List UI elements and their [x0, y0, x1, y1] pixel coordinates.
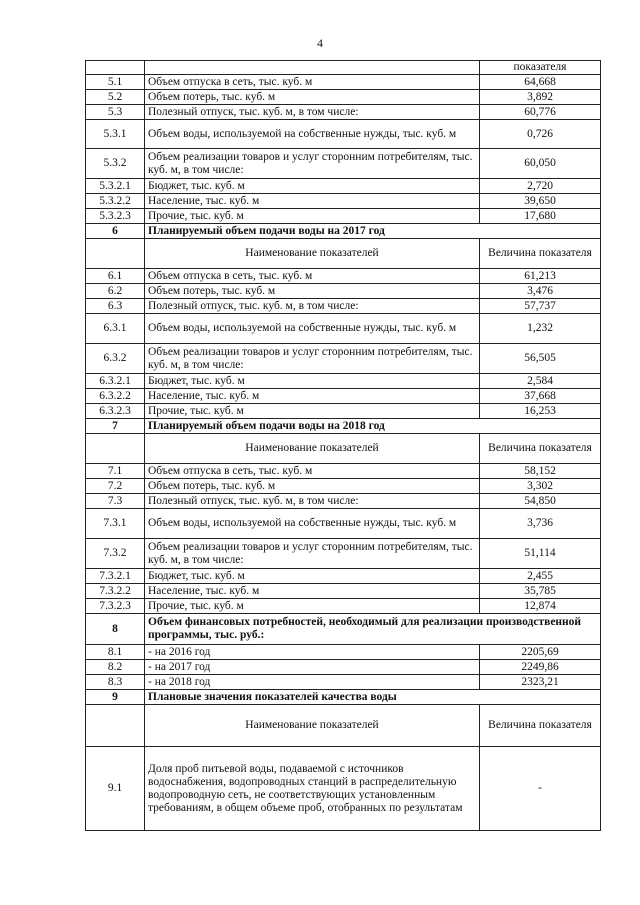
row-value: 3,302: [480, 479, 601, 494]
row-value: 1,232: [480, 314, 601, 344]
row-name: Объем воды, используемой на собственные нужды, тыс. куб. м: [145, 314, 480, 344]
row-value: 2,720: [480, 179, 601, 194]
row-value: 58,152: [480, 464, 601, 479]
column-header-name: Наименование показателей: [145, 434, 480, 464]
row-value: 2249,86: [480, 660, 601, 675]
row-value: 3,736: [480, 509, 601, 539]
row-number: 6.3.1: [86, 314, 145, 344]
value-header-cell: показателя: [480, 61, 601, 75]
row-number: 8.3: [86, 675, 145, 690]
row-value: 64,668: [480, 75, 601, 90]
row-value: 16,253: [480, 404, 601, 419]
section-number: 9: [86, 690, 145, 705]
table-row: [86, 149, 601, 179]
name-cell: [145, 61, 480, 75]
row-value: 17,680: [480, 209, 601, 224]
row-name: Население, тыс. куб. м: [145, 389, 480, 404]
row-name: Объем отпуска в сеть, тыс. куб. м: [145, 464, 480, 479]
num-cell: [86, 239, 145, 269]
row-number: 7.3.2.3: [86, 599, 145, 614]
row-name: Объем потерь, тыс. куб. м: [145, 479, 480, 494]
row-value: -: [480, 747, 601, 831]
row-number: 6.3.2: [86, 344, 145, 374]
row-number: 8.2: [86, 660, 145, 675]
row-number: 5.3.2: [86, 149, 145, 179]
row-name: Объем потерь, тыс. куб. м: [145, 284, 480, 299]
row-name: Прочие, тыс. куб. м: [145, 404, 480, 419]
row-number: 6.2: [86, 284, 145, 299]
row-value: 39,650: [480, 194, 601, 209]
table-row: [86, 120, 601, 149]
row-value: 3,476: [480, 284, 601, 299]
column-header-name: Наименование показателей: [145, 705, 480, 747]
column-header-value: Величина показателя: [480, 239, 601, 269]
column-header-name: Наименование показателей: [145, 239, 480, 269]
row-name: - на 2018 год: [145, 675, 480, 690]
table-row: [86, 389, 601, 404]
table-row: [86, 209, 601, 224]
row-number: 5.3.2.2: [86, 194, 145, 209]
row-number: 5.3.2.1: [86, 179, 145, 194]
row-number: 7.1: [86, 464, 145, 479]
row-number: 7.3.2.1: [86, 569, 145, 584]
row-number: 7.3.1: [86, 509, 145, 539]
table-row: [86, 675, 601, 690]
row-number: 7.3: [86, 494, 145, 509]
table-row: [86, 464, 601, 479]
row-name: Бюджет, тыс. куб. м: [145, 569, 480, 584]
program-table: [85, 60, 601, 831]
section-title: Планируемый объем подачи воды на 2017 год: [145, 224, 601, 239]
row-name: Прочие, тыс. куб. м: [145, 599, 480, 614]
table-row: [86, 344, 601, 374]
row-name: Объем реализации товаров и услуг сторонним потребителям, тыс. куб. м, в том числе:: [145, 149, 480, 179]
table-row: [86, 404, 601, 419]
section-title-row: [86, 690, 601, 705]
row-value: 37,668: [480, 389, 601, 404]
table-row: [86, 747, 601, 831]
row-name: - на 2016 год: [145, 645, 480, 660]
row-name: Бюджет, тыс. куб. м: [145, 179, 480, 194]
row-number: 5.3: [86, 105, 145, 120]
page-number: 4: [317, 36, 323, 50]
row-number: 5.2: [86, 90, 145, 105]
table-row: [86, 269, 601, 284]
column-header-row: [86, 239, 601, 269]
row-name: Объем реализации товаров и услуг сторонним потребителям, тыс. куб. м, в том числе:: [145, 344, 480, 374]
section-number: 8: [86, 614, 145, 645]
row-name: Полезный отпуск, тыс. куб. м, в том числе:: [145, 494, 480, 509]
section-title: Планируемый объем подачи воды на 2018 год: [145, 419, 601, 434]
row-number: 5.3.2.3: [86, 209, 145, 224]
table-row: [86, 509, 601, 539]
row-name: Доля проб питьевой воды, подаваемой с источников водоснабжения, водопроводных станций в распределительную водопроводную сеть, не соответствующих установленным требованиям, в общем объеме проб, отобранных по результатам: [145, 747, 480, 831]
row-name: Бюджет, тыс. куб. м: [145, 374, 480, 389]
row-value: 2323,21: [480, 675, 601, 690]
row-value: 2205,69: [480, 645, 601, 660]
row-value: 2,455: [480, 569, 601, 584]
table-row: [86, 90, 601, 105]
section-title: Плановые значения показателей качества воды: [145, 690, 601, 705]
table-row: [86, 299, 601, 314]
row-number: 6.1: [86, 269, 145, 284]
row-number: 7.2: [86, 479, 145, 494]
table-row: [86, 539, 601, 569]
row-name: Объем потерь, тыс. куб. м: [145, 90, 480, 105]
row-name: Полезный отпуск, тыс. куб. м, в том числе:: [145, 105, 480, 120]
row-value: 2,584: [480, 374, 601, 389]
row-number: 5.3.1: [86, 120, 145, 149]
num-cell: [86, 705, 145, 747]
row-value: 61,213: [480, 269, 601, 284]
row-value: 0,726: [480, 120, 601, 149]
row-name: Прочие, тыс. куб. м: [145, 209, 480, 224]
row-number: 6.3.2.1: [86, 374, 145, 389]
section-title-row: [86, 614, 601, 645]
row-name: Население, тыс. куб. м: [145, 194, 480, 209]
row-name: Объем отпуска в сеть, тыс. куб. м: [145, 75, 480, 90]
row-value: 54,850: [480, 494, 601, 509]
column-header-row: [86, 705, 601, 747]
column-header-row: [86, 434, 601, 464]
table-row: [86, 374, 601, 389]
row-value: 56,505: [480, 344, 601, 374]
row-value: 60,050: [480, 149, 601, 179]
continuation-header-row: [86, 61, 601, 75]
table-row: [86, 479, 601, 494]
table-row: [86, 105, 601, 120]
section-title-row: [86, 419, 601, 434]
row-number: 6.3: [86, 299, 145, 314]
column-header-value: Величина показателя: [480, 705, 601, 747]
row-name: Полезный отпуск, тыс. куб. м, в том числе:: [145, 299, 480, 314]
section-title-row: [86, 224, 601, 239]
row-name: Объем отпуска в сеть, тыс. куб. м: [145, 269, 480, 284]
table-row: [86, 494, 601, 509]
section-number: 7: [86, 419, 145, 434]
row-name: Объем реализации товаров и услуг сторонним потребителям, тыс. куб. м, в том числе:: [145, 539, 480, 569]
row-number: 5.1: [86, 75, 145, 90]
section-title: Объем финансовых потребностей, необходимый для реализации производственной программы, тыс. руб.:: [145, 614, 601, 645]
row-number: 8.1: [86, 645, 145, 660]
table-row: [86, 75, 601, 90]
column-header-value: Величина показателя: [480, 434, 601, 464]
row-number: 9.1: [86, 747, 145, 831]
row-value: 57,737: [480, 299, 601, 314]
table-row: [86, 179, 601, 194]
table-row: [86, 284, 601, 299]
table-row: [86, 660, 601, 675]
row-number: 7.3.2.2: [86, 584, 145, 599]
row-number: 7.3.2: [86, 539, 145, 569]
row-name: Население, тыс. куб. м: [145, 584, 480, 599]
row-value: 35,785: [480, 584, 601, 599]
row-name: - на 2017 год: [145, 660, 480, 675]
table-row: [86, 584, 601, 599]
table-row: [86, 569, 601, 584]
row-value: 60,776: [480, 105, 601, 120]
table-row: [86, 645, 601, 660]
num-cell: [86, 434, 145, 464]
table-row: [86, 314, 601, 344]
row-number: 6.3.2.3: [86, 404, 145, 419]
row-value: 12,874: [480, 599, 601, 614]
table-row: [86, 599, 601, 614]
row-value: 51,114: [480, 539, 601, 569]
section-number: 6: [86, 224, 145, 239]
table-row: [86, 194, 601, 209]
row-name: Объем воды, используемой на собственные нужды, тыс. куб. м: [145, 120, 480, 149]
row-name: Объем воды, используемой на собственные нужды, тыс. куб. м: [145, 509, 480, 539]
num-cell: [86, 61, 145, 75]
row-value: 3,892: [480, 90, 601, 105]
row-number: 6.3.2.2: [86, 389, 145, 404]
